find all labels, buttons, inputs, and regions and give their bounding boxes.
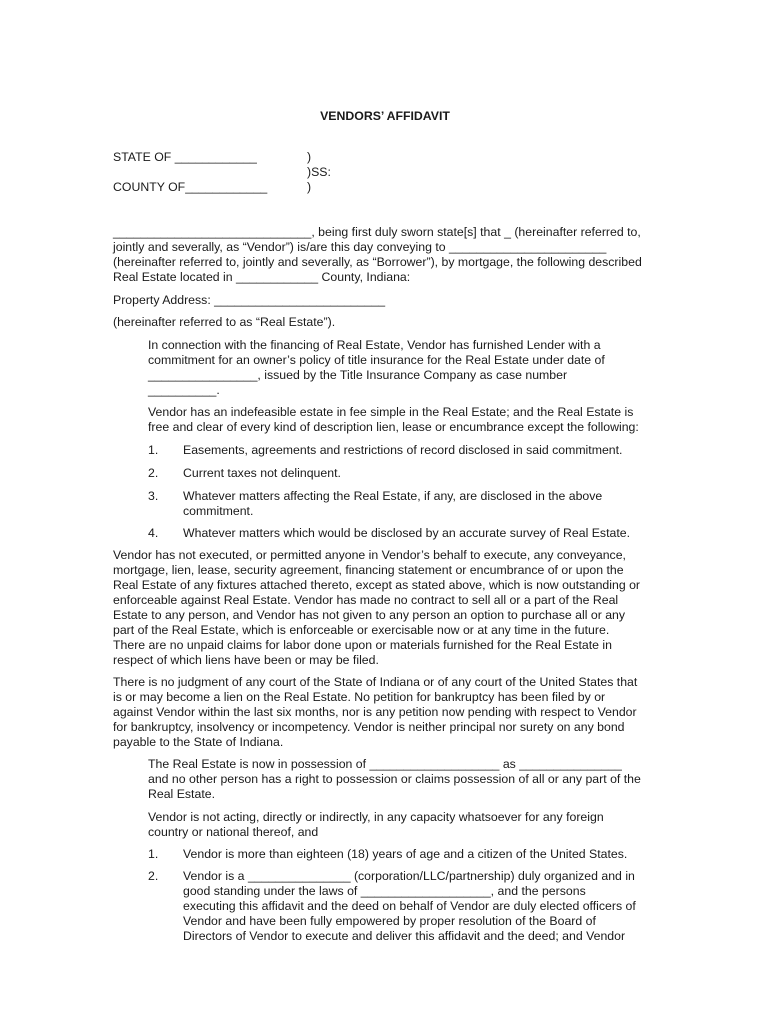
financing-line: ________________, issued by the Title Insurance Company as case number — [148, 368, 568, 382]
estate-line: free and clear of every kind of description lien, lease or encumbrance except the following: — [148, 420, 639, 434]
conveyance-line: respect of which liens have been or may be filed. — [113, 653, 379, 667]
estate-line: Vendor has an indefeasible estate in fee simple in the Real Estate; and the Real Estate is — [148, 405, 634, 419]
conveyance-line: Real Estate of any fixtures attached thereto, except as stated above, which is now outstanding or — [113, 578, 641, 592]
vendor-item-text: executing this affidavit and the deed on behalf of Vendor are duly elected officers of — [183, 899, 636, 913]
conveyance-line: mortgage, lien, lease, security agreement, financing statement or encumbrance of or upon the — [113, 563, 624, 577]
possession-line: The Real Estate is now in possession of ___________________ as _______________ — [148, 757, 622, 771]
judgment-line: There is no judgment of any court of the State of Indiana or of any court of the United States that — [113, 675, 638, 689]
real-estate-reference: (hereinafter referred to as “Real Estate”). — [113, 315, 336, 329]
exception-text: commitment. — [183, 504, 254, 518]
exception-text: Current taxes not delinquent. — [183, 466, 341, 480]
document-title: VENDORS’ AFFIDAVIT — [320, 109, 450, 123]
exception-text: Whatever matters affecting the Real Estate, if any, are disclosed in the above — [183, 489, 603, 503]
exception-number: 1. — [148, 443, 159, 457]
exception-text: Whatever matters which would be disclosed by an accurate survey of Real Estate. — [183, 526, 630, 540]
exception-number: 2. — [148, 466, 159, 480]
ss-marker: )SS: — [307, 165, 331, 179]
financing-line: commitment for an owner’s policy of title insurance for the Real Estate under date of — [148, 353, 605, 367]
conveyance-line: enforceable against Real Estate. Vendor has made no contract to sell all or a part of the Real — [113, 593, 619, 607]
conveyance-line: part of the Real Estate, which is enforceable or exercisable now or at any time in the future. — [113, 623, 610, 637]
foreign-line: country or national thereof, and — [148, 825, 319, 839]
vendor-item-text: Vendor is a _______________ (corporation/LLC/partnership) duly organized and in — [183, 869, 635, 883]
exception-number: 3. — [148, 489, 159, 503]
financing-line: __________. — [148, 383, 220, 397]
vendor-item-text: Vendor is more than eighteen (18) years of age and a citizen of the United States. — [183, 847, 628, 861]
judgment-line: for bankruptcy, insolvency or incompetency. Vendor is neither principal nor surety on any bond — [113, 720, 625, 734]
state-of-field: STATE OF ____________ — [113, 150, 257, 164]
possession-line: Real Estate. — [148, 787, 215, 801]
exception-number: 4. — [148, 526, 159, 540]
foreign-line: Vendor is not acting, directly or indirectly, in any capacity whatsoever for any foreign — [148, 810, 604, 824]
vendor-item-text: Vendor and have been fully empowered by proper resolution of the Board of — [183, 914, 596, 928]
judgment-line: against Vendor within the last six months, nor is any petition now pending with respect to Vendor — [113, 705, 637, 719]
conveyance-line: Vendor has not executed, or permitted anyone in Vendor’s behalf to execute, any conveyance, — [113, 548, 626, 562]
intro-line: jointly and severally, as “Vendor”) is/are this day conveying to _______________________ — [113, 240, 607, 254]
ss-paren-bottom: ) — [307, 180, 312, 194]
conveyance-line: There are no unpaid claims for labor done upon or materials furnished for the Real Estate in — [113, 638, 612, 652]
vendor-item-text: good standing under the laws of ___________________, and the persons — [183, 884, 586, 898]
exception-text: Easements, agreements and restrictions of record disclosed in said commitment. — [183, 443, 623, 457]
vendor-item-number: 2. — [148, 869, 159, 883]
vendor-item-number: 1. — [148, 847, 159, 861]
property-address-field: Property Address: _________________________ — [113, 293, 386, 307]
vendor-item-text: Directors of Vendor to execute and deliver this affidavit and the deed; and Vendor — [183, 929, 626, 943]
conveyance-line: Estate to any person, and Vendor has not given to any person an option to purchase all or any — [113, 608, 626, 622]
ss-paren-top: ) — [307, 150, 312, 164]
intro-line: (hereinafter referred to, jointly and severally, as “Borrower”), by mortgage, the following described — [113, 255, 642, 269]
judgment-line: payable to the State of Indiana. — [113, 735, 284, 749]
financing-line: In connection with the financing of Real Estate, Vendor has furnished Lender with a — [148, 338, 601, 352]
intro-line: Real Estate located in ____________ County, Indiana: — [113, 270, 411, 284]
county-of-field: COUNTY OF____________ — [113, 180, 268, 194]
intro-line: _____________________________, being first duly sworn state[s] that _ (hereinafter referred to, — [113, 225, 641, 239]
possession-line: and no other person has a right to possession or claims possession of all or any part of the — [148, 772, 641, 786]
judgment-line: is or may become a lien on the Real Estate. No petition for bankruptcy has been filed by or — [113, 690, 606, 704]
